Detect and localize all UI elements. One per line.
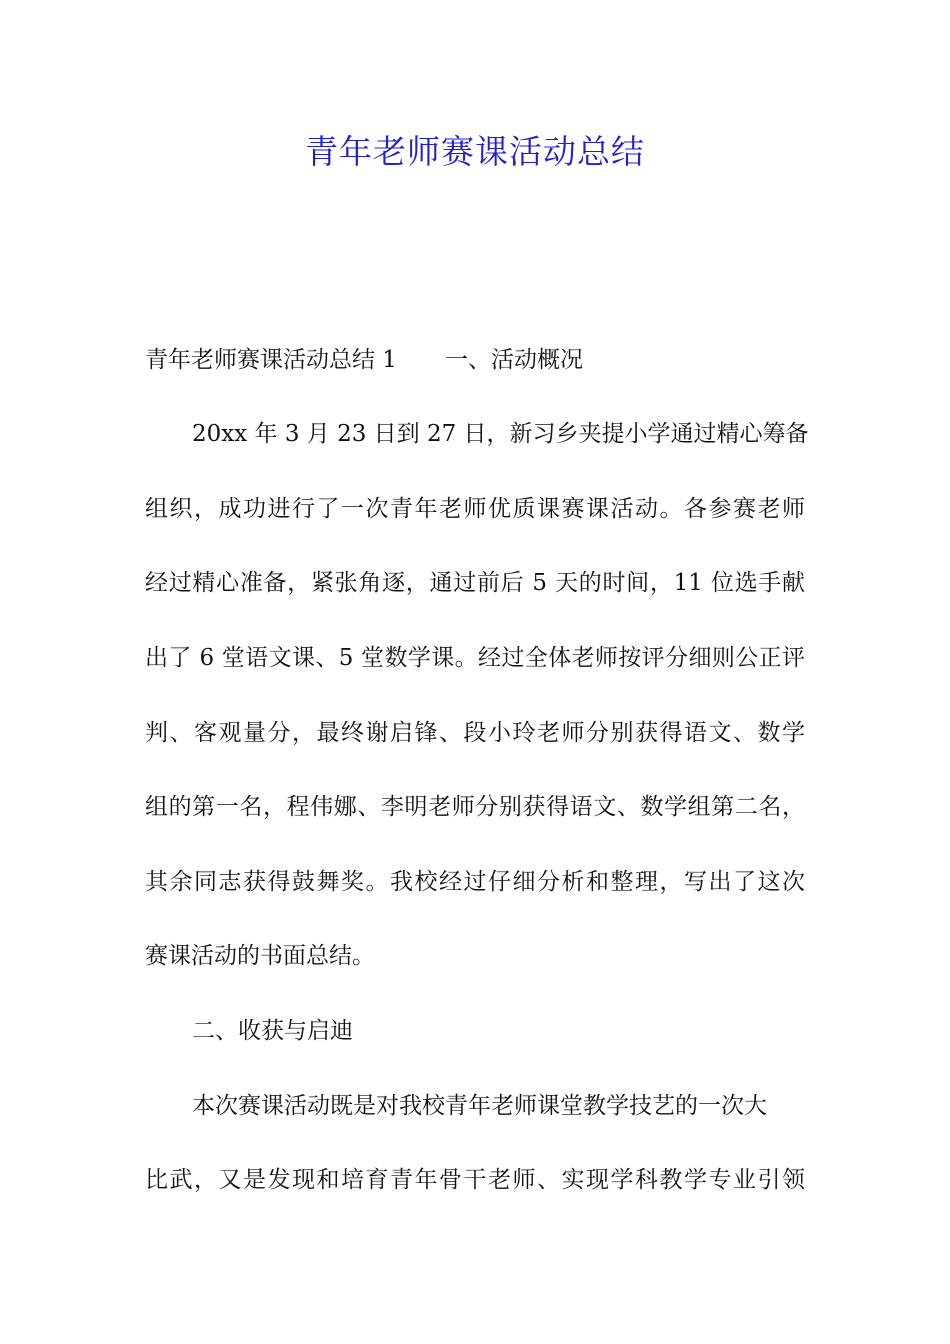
document-title: 青年老师赛课活动总结 bbox=[305, 132, 645, 171]
paragraph-2-line: 比武，又是发现和培育青年骨干老师、实现学科教学专业引领 bbox=[145, 1167, 805, 1193]
paragraph-1-line: 出了 6 堂语文课、5 堂数学课。经过全体老师按评分细则公正评 bbox=[145, 645, 805, 671]
section-2-heading: 二、收获与启迪 bbox=[192, 1018, 353, 1044]
paragraph-1-line: 组织，成功进行了一次青年老师优质课赛课活动。各参赛老师 bbox=[145, 496, 805, 522]
document-subtitle: 青年老师赛课活动总结 1 bbox=[145, 347, 397, 373]
subtitle-line bbox=[145, 340, 583, 380]
paragraph-2-line: 本次赛课活动既是对我校青年老师课堂教学技艺的一次大 bbox=[192, 1093, 767, 1119]
section-1-heading: 一、活动概况 bbox=[444, 347, 583, 373]
paragraph-1-line: 赛课活动的书面总结。 bbox=[145, 943, 375, 969]
paragraph-1-line: 判、客观量分，最终谢启锋、段小玲老师分别获得语文、数学 bbox=[145, 720, 805, 746]
paragraph-1-line: 其余同志获得鼓舞奖。我校经过仔细分析和整理，写出了这次 bbox=[145, 869, 805, 895]
paragraph-1-line: 经过精心准备，紧张角逐，通过前后 5 天的时间，11 位选手献 bbox=[145, 570, 805, 596]
paragraph-1-line: 20xx 年 3 月 23 日到 27 日，新习乡夹提小学通过精心筹备 bbox=[192, 421, 809, 447]
paragraph-1-line: 组的第一名，程伟娜、李明老师分别获得语文、数学组第二名， bbox=[145, 794, 805, 820]
